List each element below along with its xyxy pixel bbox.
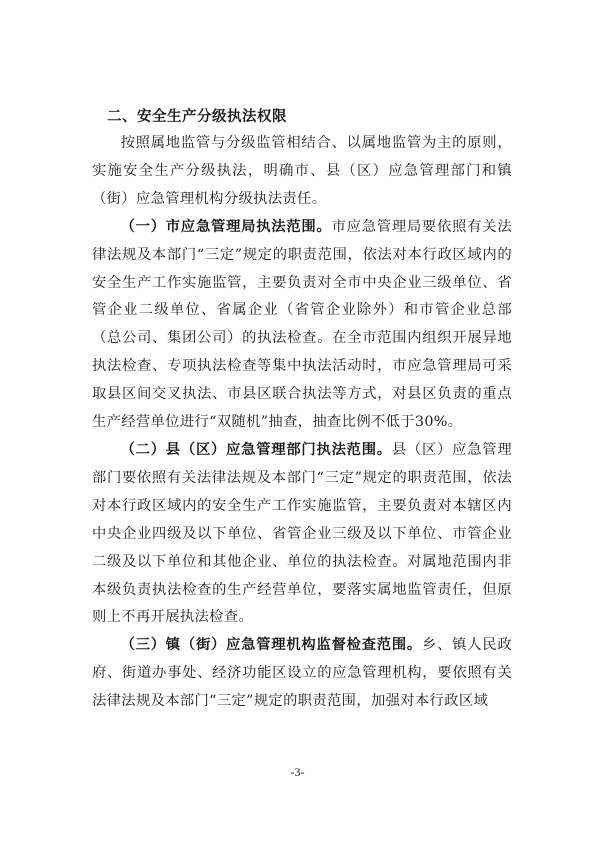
document-body [92,104,512,716]
paragraph-lead: （一）市应急管理局执法范围。 [120,218,332,235]
section-heading: 二、安全生产分级执法权限 [107,109,287,125]
intro-paragraph: 按照属地监管与分级监管相结合、以属地监管为主的原则，实施安全生产分级执法，明确市、县（区）应急管理部门和镇（街）应急管理机构分级执法责任。 [92,135,512,207]
paragraph-text: 乡、镇人民政府、街道办事处、经济功能区设立的应急管理机构，要依照有关法律法规及本部门“三定”规定的职责范围，加强对本行政区域 [92,637,512,710]
page-number: -3- [290,765,305,779]
paragraph-text: 市应急管理局要依照有关法律法规及本部门“三定”规定的职责范围，依法对本行政区域内的安全生产工作实施监管，主要负责对全市中央企业三级单位、省管企业二级单位、省属企业（省管企业除外）和市管企业总部（总公司、集团公司）的执法检查。在全市范围内组织开展异地执法检查、专项执法检查等集中执法活动时，市应急管理局可采取县区间交叉执法、市县区联合执法等方式，对县区负责的重点生产经营单位进行“双随机”抽查，抽查比例不低于30%。 [92,218,512,431]
paragraph-town-scope [92,632,512,716]
paragraph-city-scope [92,214,512,437]
paragraph-text: 县（区）应急管理部门要依照有关法律法规及本部门“三定”规定的职责范围，依法对本行政区域内的安全生产工作实施监管，主要负责对本辖区内中央企业四级及以下单位、省管企业三级及以下单位、市管企业二级及以下单位和其他企业、单位的执法检查。对属地范围内非本级负责执法检查的生产经营单位，要落实属地监管责任，但原则上不再开展执法检查。 [92,441,512,626]
paragraph-lead: （三）镇（街）应急管理机构监督检查范围。 [120,637,422,654]
paragraph-county-scope [92,437,512,632]
paragraph-lead: （二）县（区）应急管理部门执法范围。 [120,441,392,458]
